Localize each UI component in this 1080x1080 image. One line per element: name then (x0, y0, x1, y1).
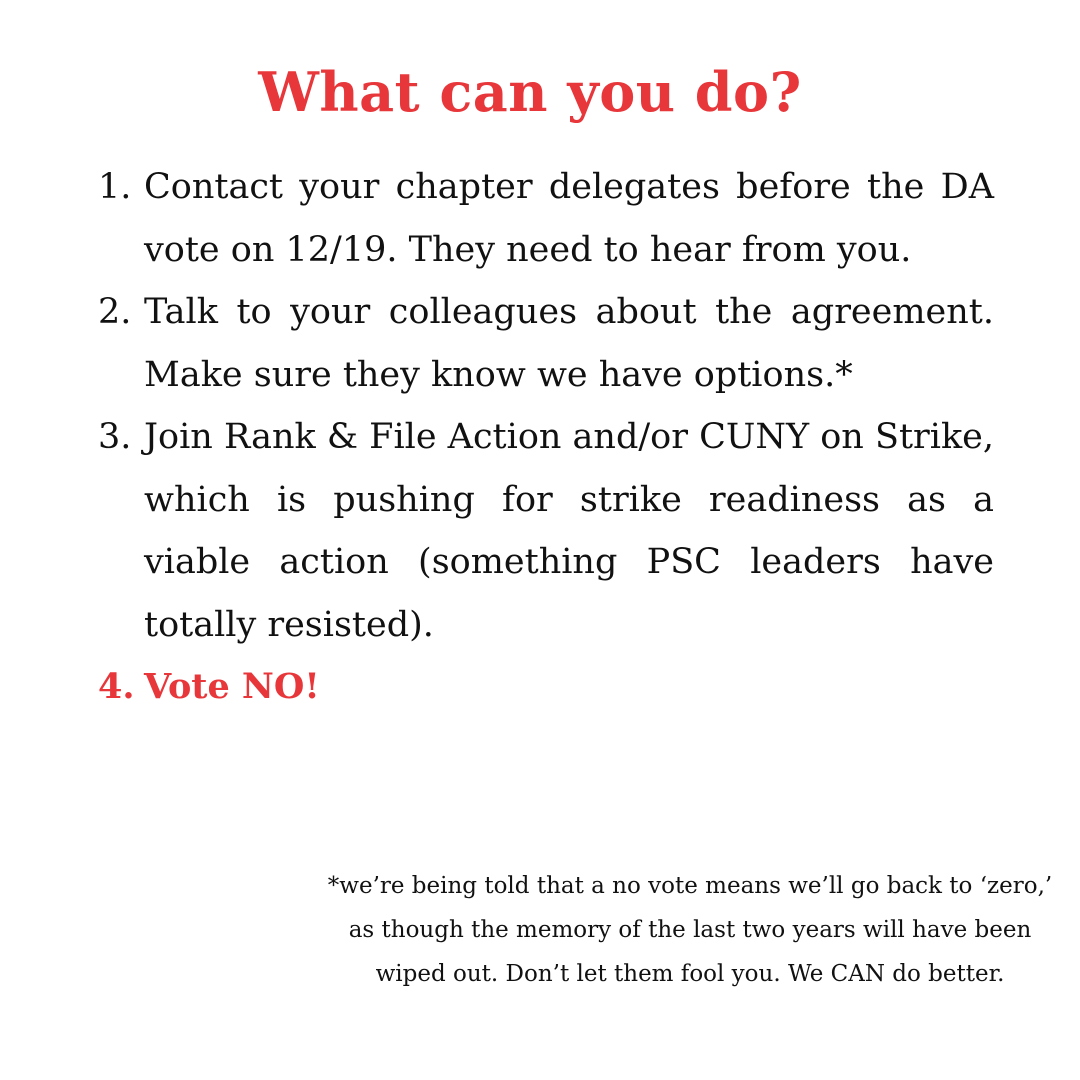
list-item (98, 156, 994, 281)
list-item-number: 4. (98, 666, 135, 707)
list-item-text: Contact your chapter delegates before the DA vote on 12/19. They need to hear from you. (144, 167, 994, 270)
list-item-text: Talk to your colleagues about the agreement. Make sure they know we have options.* (144, 292, 994, 395)
list-item-text: Vote NO! (144, 666, 320, 707)
list-item-number: 3. (98, 417, 132, 457)
list-item (98, 406, 994, 656)
footnote: *we’re being told that a no vote means we’ll go back to ‘zero,’ as though the memory of the last two years will have been wiped out. Don’t let them fool you. We CAN do better. (327, 873, 1053, 987)
list-item-number: 1. (98, 167, 132, 207)
list-item-text: Join Rank & File Action and/or CUNY on Strike, which is pushing for strike readiness as a viable action (something PSC leaders have totally resisted). (144, 417, 994, 645)
list-item-number: 2. (98, 292, 132, 332)
list-item (98, 281, 994, 406)
page-title: What can you do? (258, 60, 802, 124)
list-item-vote-no (98, 656, 994, 719)
action-list (98, 156, 994, 719)
